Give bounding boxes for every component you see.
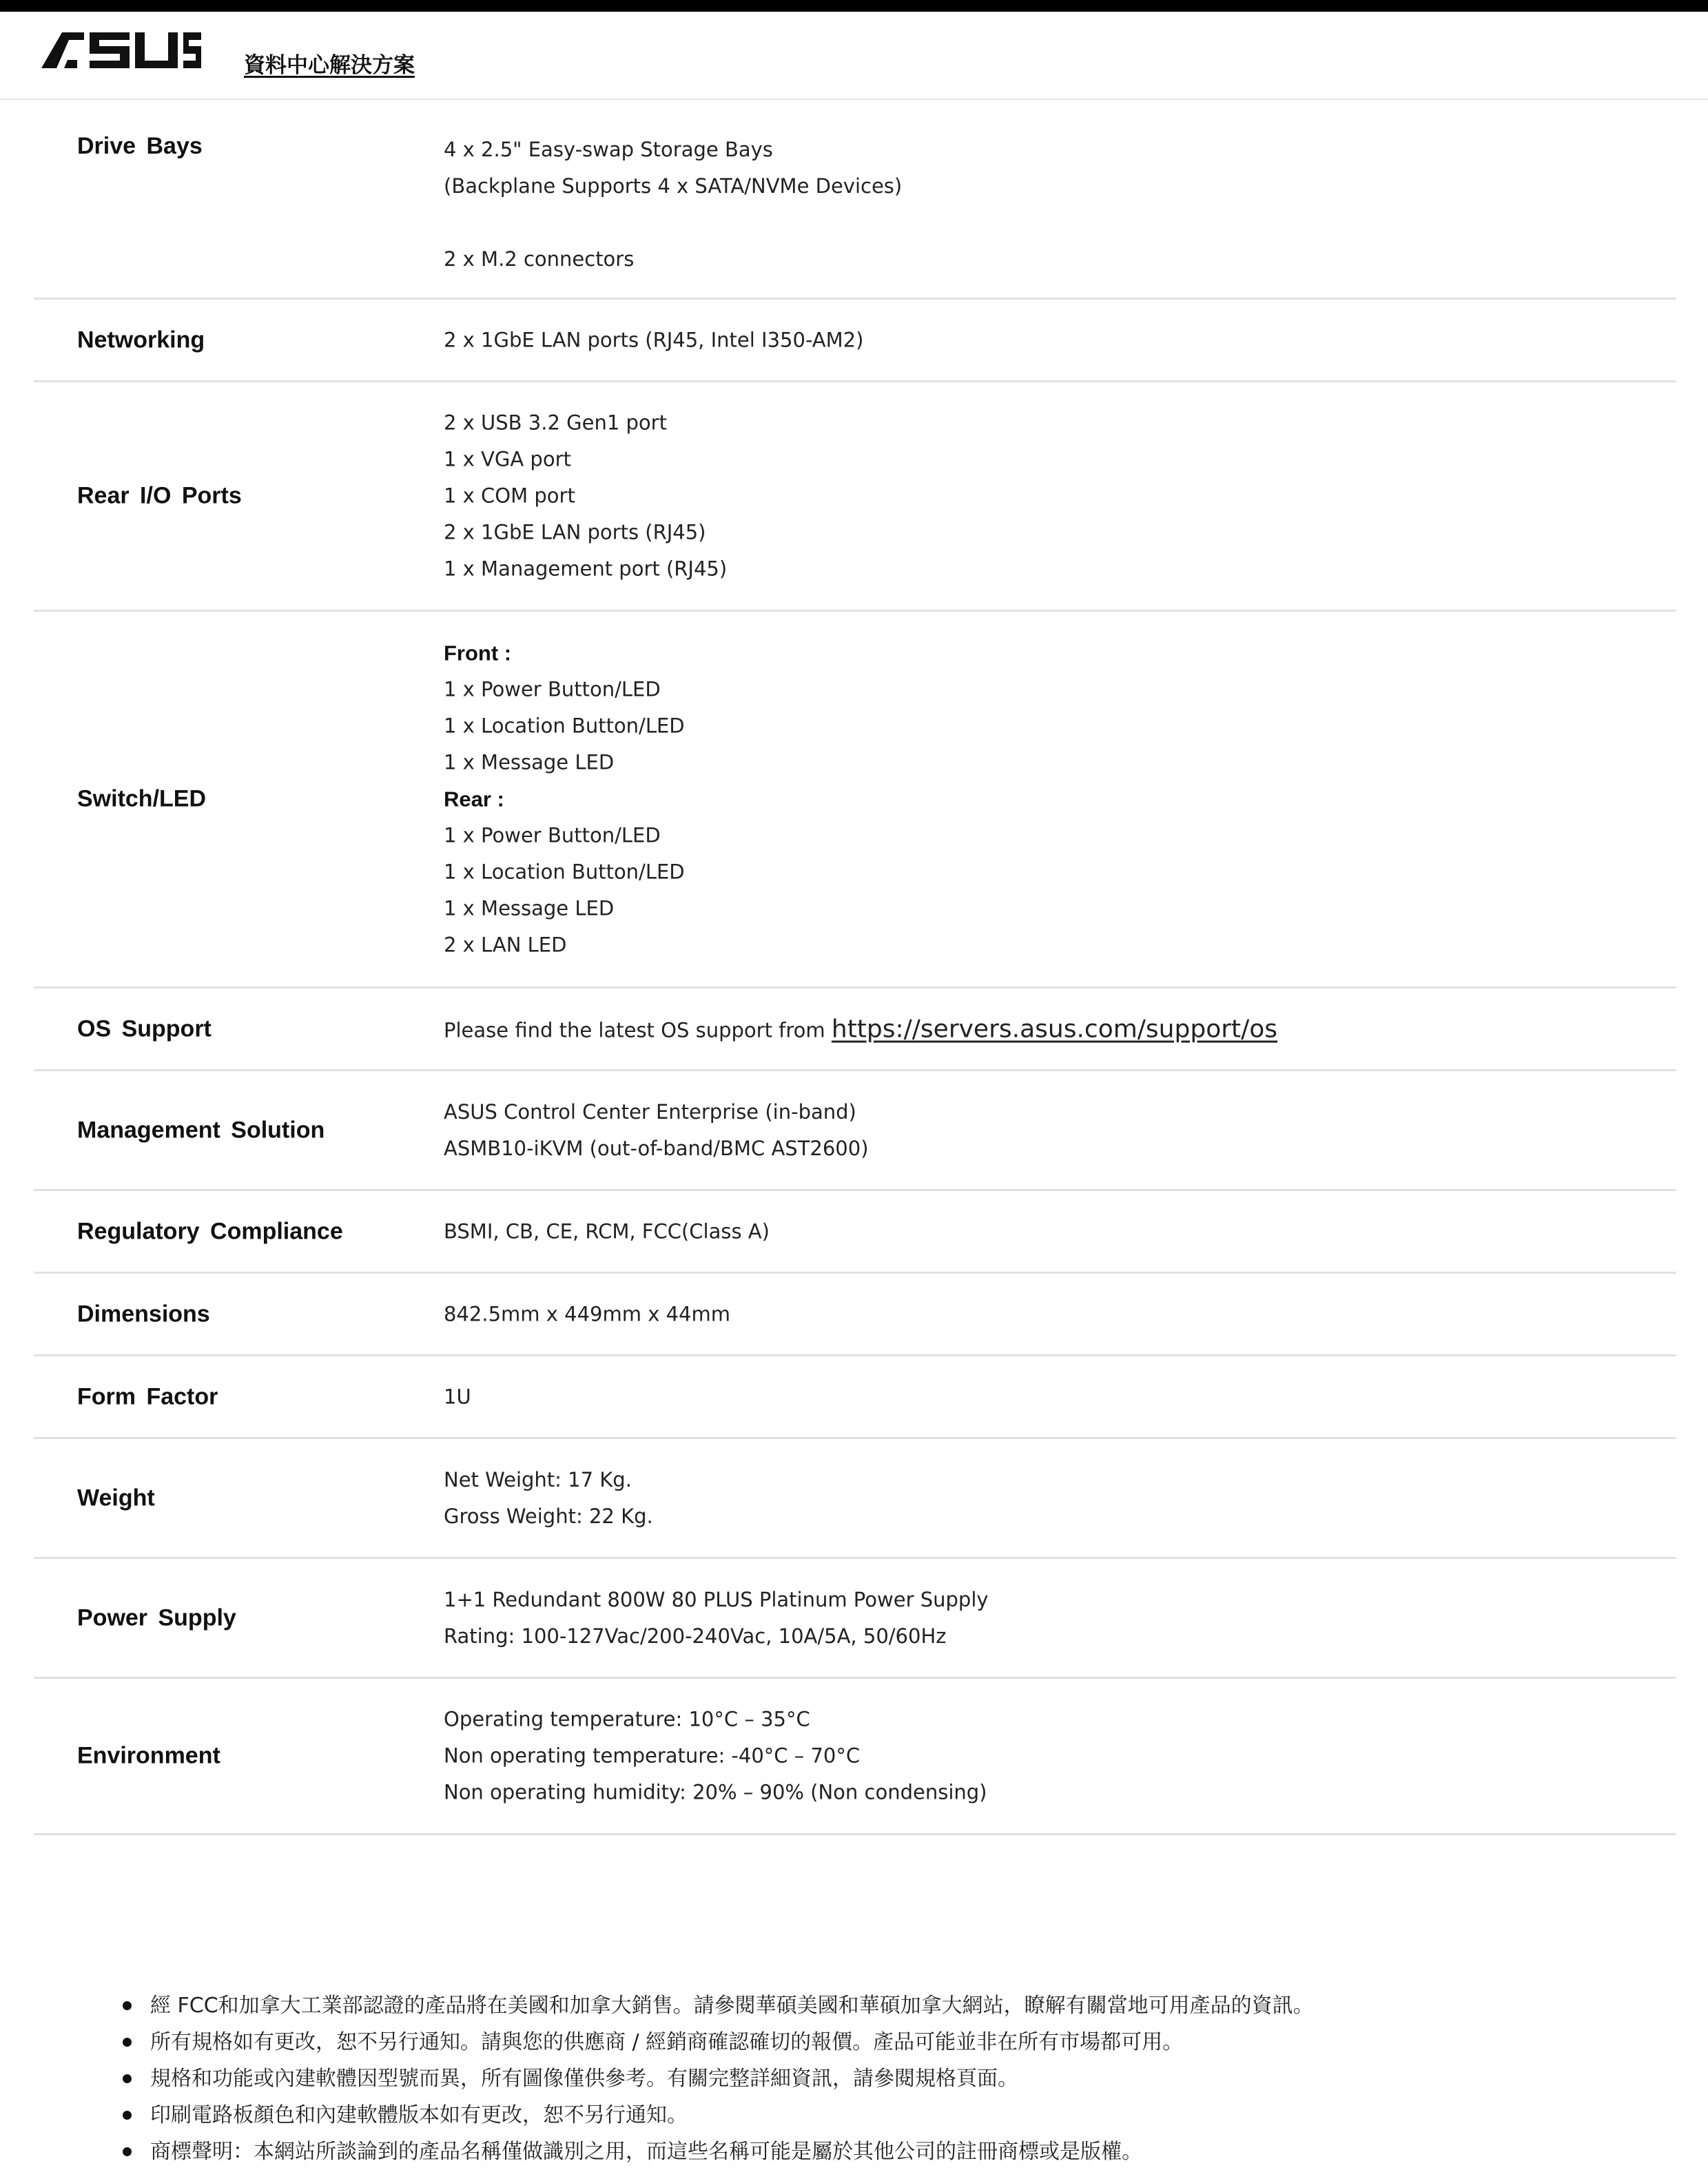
spec-line: 2 x LAN LED: [444, 933, 567, 957]
spec-label: OS Support: [77, 1015, 212, 1042]
spec-line: BSMI, CB, CE, RCM, FCC(Class A): [444, 1219, 770, 1243]
spec-label: Dimensions: [77, 1301, 210, 1327]
spec-row-drive-bays: [34, 99, 1676, 300]
footnote-item: [123, 2133, 1673, 2170]
spec-line: ASMB10-iKVM (out-of-band/BMC AST2600): [444, 1136, 869, 1160]
spec-line: 1 x Management port (RJ45): [444, 557, 728, 581]
footnote-item: [123, 2097, 1673, 2133]
spec-row-dimensions: [34, 1274, 1676, 1356]
spec-table: [34, 99, 1676, 1835]
bullet-icon: [123, 2111, 132, 2120]
spec-line: Non operating temperature: -40°C – 70°C: [444, 1744, 861, 1768]
spec-line: 1 x Message LED: [444, 750, 615, 774]
page-title[interactable]: 資料中心解決方案: [244, 53, 415, 78]
footnote-item: [123, 1987, 1673, 2024]
spec-value: [444, 1213, 770, 1250]
footnote-text: 商標聲明：本網站所談論到的產品名稱僅做識別之用，而這些名稱可能是屬於其他公司的註冊商標或是版權。: [150, 2140, 1142, 2164]
spec-label: Drive Bays: [77, 133, 203, 159]
spec-line: Net Weight: 17 Kg.: [444, 1467, 632, 1491]
spec-line: Non operating humidity: 20% – 90% (Non condensing): [444, 1780, 987, 1804]
spec-line: 842.5mm x 449mm x 44mm: [444, 1302, 730, 1325]
spec-line: Gross Weight: 22 Kg.: [444, 1504, 653, 1528]
spec-value: [444, 1702, 987, 1811]
spec-line: 4 x 2.5" Easy-swap Storage Bays: [444, 138, 773, 161]
footnote-text: 規格和功能或內建軟體因型號而異，所有圖像僅供參考。有關完整詳細資訊，請參閱規格頁面。: [150, 2067, 1018, 2091]
spec-line: 1 x Location Button/LED: [444, 860, 685, 884]
spec-label: Rear I/O Ports: [77, 482, 242, 509]
top-bar: [0, 0, 1708, 12]
footnote-text: 所有規格如有更改，恕不另行通知。請與您的供應商 / 經銷商確認確切的報價。產品可能並非在所有市場都可用。: [150, 2030, 1184, 2054]
spec-label: Power Supply: [77, 1604, 236, 1631]
spec-row-regulatory: [34, 1191, 1676, 1274]
spec-value: [444, 132, 902, 278]
spec-line: Operating temperature: 10°C – 35°C: [444, 1707, 810, 1731]
bullet-icon: [123, 2001, 132, 2010]
spec-line-spacer: [444, 205, 902, 241]
spec-line: 1 x VGA port: [444, 447, 571, 471]
spec-subheading: Front :: [444, 641, 512, 665]
spec-label: Regulatory Compliance: [77, 1218, 343, 1244]
spec-line: 2 x 1GbE LAN ports (RJ45, Intel I350-AM2): [444, 328, 864, 351]
spec-line: (Backplane Supports 4 x SATA/NVMe Devices): [444, 174, 903, 198]
spec-row-environment: [34, 1679, 1676, 1835]
spec-label: Environment: [77, 1742, 220, 1769]
spec-row-form-factor: [34, 1356, 1676, 1439]
os-support-link[interactable]: https://servers.asus.com/support/os: [831, 1015, 1278, 1043]
spec-line: [444, 1011, 1277, 1047]
spec-value: [444, 322, 863, 358]
footnote-list: [123, 1987, 1673, 2170]
spec-value: [444, 1582, 989, 1655]
spec-value: [444, 405, 727, 588]
bullet-icon: [123, 2147, 132, 2156]
spec-line: 1 x COM port: [444, 484, 575, 508]
spec-line: Rating: 100-127Vac/200-240Vac, 10A/5A, 50/60Hz: [444, 1624, 947, 1648]
spec-label: Weight: [77, 1485, 155, 1511]
footnote-text: 印刷電路板顏色和內建軟體版本如有更改，恕不另行通知。: [150, 2103, 688, 2127]
spec-label: Switch/LED: [77, 785, 207, 812]
spec-line: 1U: [444, 1385, 471, 1408]
spec-row-networking: [34, 300, 1676, 382]
page-header: [0, 12, 1708, 100]
spec-line: 1 x Power Button/LED: [444, 677, 661, 701]
bullet-icon: [123, 2074, 132, 2083]
bullet-icon: [123, 2038, 132, 2047]
spec-value: [444, 1094, 869, 1167]
spec-line: 1+1 Redundant 800W 80 PLUS Platinum Power Supply: [444, 1587, 989, 1611]
spec-line: 1 x Power Button/LED: [444, 823, 661, 847]
spec-row-os-support: [34, 989, 1676, 1071]
spec-row-management: [34, 1071, 1676, 1191]
spec-value: [444, 1462, 653, 1535]
spec-line: 1 x Message LED: [444, 896, 615, 920]
spec-row-power-supply: [34, 1559, 1676, 1679]
spec-row-weight: [34, 1439, 1676, 1559]
footnote-text: 經 FCC和加拿大工業部認證的產品將在美國和加拿大銷售。請參閱華碩美國和華碩加拿大網站，瞭解有關當地可用產品的資訊。: [150, 1994, 1314, 2018]
os-support-text: Please find the latest OS support from: [444, 1018, 832, 1042]
spec-label: Networking: [77, 327, 205, 353]
spec-row-rear-io: [34, 382, 1676, 612]
spec-line: ASUS Control Center Enterprise (in-band): [444, 1099, 856, 1124]
footnotes: [123, 1987, 1673, 2170]
spec-value: [444, 1296, 730, 1332]
spec-line: 2 x 1GbE LAN ports (RJ45): [444, 520, 706, 544]
asus-logo: [41, 32, 201, 68]
spec-row-switch-led: [34, 612, 1676, 989]
spec-label: Form Factor: [77, 1383, 218, 1409]
spec-label: Management Solution: [77, 1117, 325, 1143]
footnote-item: [123, 2060, 1673, 2097]
spec-line: 1 x Location Button/LED: [444, 714, 685, 738]
spec-value: [444, 1378, 471, 1415]
spec-subheading: Rear :: [444, 787, 504, 812]
spec-value: [444, 635, 685, 964]
footnote-item: [123, 2024, 1673, 2060]
spec-line: 2 x USB 3.2 Gen1 port: [444, 411, 667, 435]
spec-line: 2 x M.2 connectors: [444, 247, 635, 271]
spec-value: [444, 1011, 1277, 1047]
